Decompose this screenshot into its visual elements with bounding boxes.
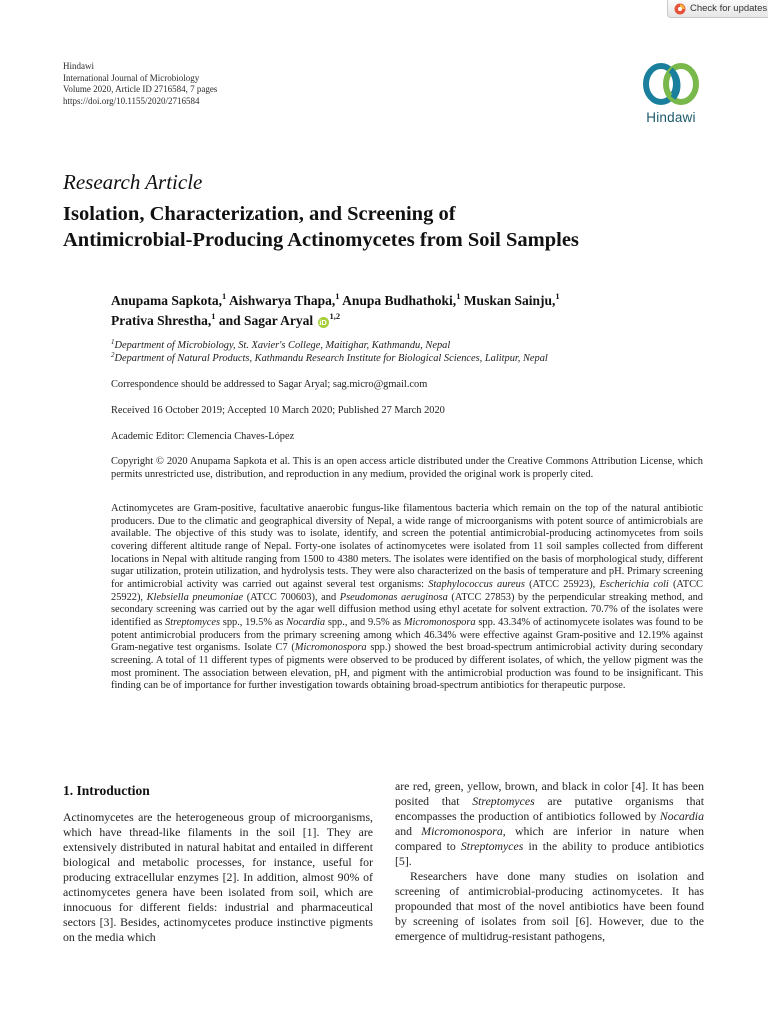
- text-run: (ATCC 27853) by the perpendicular streaking method, and secondary screening was carried out by the agar well diffusion method using ethyl acetate for solvent extraction. 70.7% of the isolates were identified as: [111, 591, 703, 628]
- text-run: (ATCC 25922),: [111, 578, 703, 603]
- species-name: Nocardia: [286, 616, 326, 628]
- author-affiliation: 1: [555, 291, 560, 301]
- species-name: Micromonospora: [403, 616, 476, 628]
- check-for-updates-icon: [674, 3, 686, 15]
- journal-name: International Journal of Microbiology: [63, 72, 200, 83]
- species-name: Nocardia: [659, 809, 704, 824]
- paragraph: Researchers have done many studies on isolation and screening of antimicrobial-producing actinomycetes. It has propounded that most of the novel antibiotics have been found by screening of isolates from soil [6]. However, due to the emergence of multidrug-resistant pathogens,: [395, 869, 704, 944]
- author-name: Aishwarya Thapa,: [228, 293, 336, 308]
- hindawi-logo: [630, 59, 712, 135]
- species-name: Escherichia coli: [599, 578, 669, 590]
- text-run: (ATCC 25923),: [524, 578, 600, 590]
- affiliation-text: Department of Natural Products, Kathmandu Research Institute for Biological Sciences, Lalitpur, Nepal: [114, 352, 548, 364]
- hindawi-wordmark: Hindawi: [646, 110, 696, 125]
- text-run: are red, green, yellow, brown, and black in color [4]. It has been posited that: [395, 779, 704, 809]
- paragraph: Actinomycetes are the heterogeneous group of microorganisms, which have thread-like filaments in the soil [1]. They are extensively distributed in natural habitat and entailed in different biological and metabolic processes, for instance, useful for producing extracellular enzymes [2]. In addition, almost 90% of actinomycetes genera have been isolated from soil, which are innocuous for different fields: industrial and pharmaceutical sectors [3]. Besides, actinomycetes produce instinctive pigments on the media which: [63, 810, 373, 945]
- body-column-left: [63, 810, 373, 945]
- author-name: Prativa Shrestha,: [111, 313, 212, 328]
- text-run: spp.) showed the best broad-spectrum antimicrobial activity during secondary screening. A total of 11 different types of pigments were observed to be produced by different isolates, of which, the yellow pigment was the most prominent. The association between elevation, pH, and pigment with the antimicrobial production was found to be insignificant. This finding can be of importance for further investigation towards obtaining broad-spectrum antibiotics for therapeutic purpose.: [111, 642, 703, 692]
- check-for-updates-label: Check for updates: [690, 3, 768, 14]
- species-name: Staphylococcus aureus: [428, 578, 525, 590]
- body-column-right: [395, 779, 704, 945]
- journal-header: [63, 61, 217, 107]
- text-run: and: [395, 824, 422, 839]
- article-dates: Received 16 October 2019; Accepted 10 March 2020; Published 27 March 2020: [111, 405, 445, 416]
- species-name: Streptomyces: [460, 839, 524, 854]
- article-title: [63, 201, 703, 253]
- author-affiliation: 1: [211, 311, 216, 321]
- correspondence: Correspondence should be addressed to Sagar Aryal; sag.micro@gmail.com: [111, 379, 428, 390]
- species-name: Streptomyces: [165, 616, 221, 628]
- academic-editor: Academic Editor: Clemencia Chaves-López: [111, 431, 295, 442]
- hindawi-rings-icon: [639, 59, 703, 109]
- text-run: in the ability to produce antibiotics [5].: [395, 839, 704, 869]
- affiliation-text: Department of Microbiology, St. Xavier's College, Maitighar, Kathmandu, Nepal: [114, 340, 451, 351]
- paragraph: [395, 779, 704, 869]
- species-name: Pseudomonas aeruginosa: [339, 591, 448, 603]
- author-affiliation: 1: [222, 291, 227, 301]
- author-name: Anupama Sapkota,: [111, 293, 223, 308]
- text-run: spp., and 9.5% as: [325, 616, 404, 628]
- copyright-notice: Copyright © 2020 Anupama Sapkota et al. This is an open access article distributed under the Creative Commons Attribution License, which permits unrestricted use, distribution, and reproduction in any medium, provided the original work is properly cited.: [111, 456, 703, 480]
- title-line-1: Isolation, Characterization, and Screening of: [63, 203, 456, 225]
- orcid-icon[interactable]: iD: [319, 318, 327, 327]
- text-run: spp., 19.5% as: [220, 616, 287, 628]
- title-line-2: Antimicrobial-Producing Actinomycetes from Soil Samples: [63, 229, 579, 251]
- author-list: [111, 291, 711, 331]
- author-affiliation: 1: [456, 291, 461, 301]
- article-type: Research Article: [63, 170, 203, 194]
- author-name: and Sagar Aryal: [218, 313, 314, 328]
- species-name: Klebsiella pneumoniae: [146, 591, 244, 603]
- doi-link[interactable]: https://doi.org/10.1155/2020/2716584: [63, 95, 200, 106]
- affiliation-item: [111, 340, 711, 353]
- publisher-name: Hindawi: [63, 61, 94, 71]
- affiliation-number: 1: [111, 338, 115, 346]
- abstract: [111, 503, 703, 693]
- section-heading-introduction: 1. Introduction: [63, 783, 150, 798]
- species-name: Streptomyces: [472, 794, 535, 809]
- affiliations: [111, 340, 711, 365]
- text-run: are putative organisms that encompasses the production of antibiotics followed by: [395, 794, 704, 824]
- author-name: Anupa Budhathoki,: [342, 293, 457, 308]
- species-name: Micromonospora: [421, 824, 503, 839]
- check-for-updates-button[interactable]: [667, 0, 768, 18]
- affiliation-item: [111, 350, 711, 366]
- species-name: Micromonospora: [294, 642, 367, 654]
- text-run: Actinomycetes are Gram-positive, facultative anaerobic fungus-like filamentous bacteria which remain on the top of the natural antibiotic producers. Due to the climatic and geographical diversity of Nepal, a wide range of microorganisms with potent source of antimicrobials are available. The objective of this study was to isolate, identify, and screen the potential antimicrobial-producing actinomycetes from soils covering different altitude range of Nepal. Forty-one isolates of actinomycetes were isolated from 11 soil samples collected from different locations in Nepal with altitude ranging from 1500 to 4380 meters. The isolates were identified on the basis of morphological study, different sugar utilization, protein utilization, and hydrolysis tests. They were also characterized on the basis of temperature and pH. Primary screening for antimicrobial activity was carried out against several test organisms:: [111, 503, 703, 590]
- author-name: Muskan Sainju,: [463, 293, 556, 308]
- author-affiliation: 1: [335, 291, 340, 301]
- text-run: , which are inferior in nature when compared to: [395, 824, 704, 854]
- author-affiliation: 1,2: [329, 311, 341, 321]
- text-run: spp. 43.34% of actinomycete isolates was found to be potent antimicrobial producers from the primary screening among which 46.34% were effective against Gram-positive and 12.19% against Gram-negative test organisms. Isolate C7 (: [111, 616, 704, 654]
- affiliation-number: 2: [111, 350, 115, 359]
- text-run: (ATCC 700603), and: [243, 591, 340, 603]
- volume-info: Volume 2020, Article ID 2716584, 7 pages: [63, 84, 218, 95]
